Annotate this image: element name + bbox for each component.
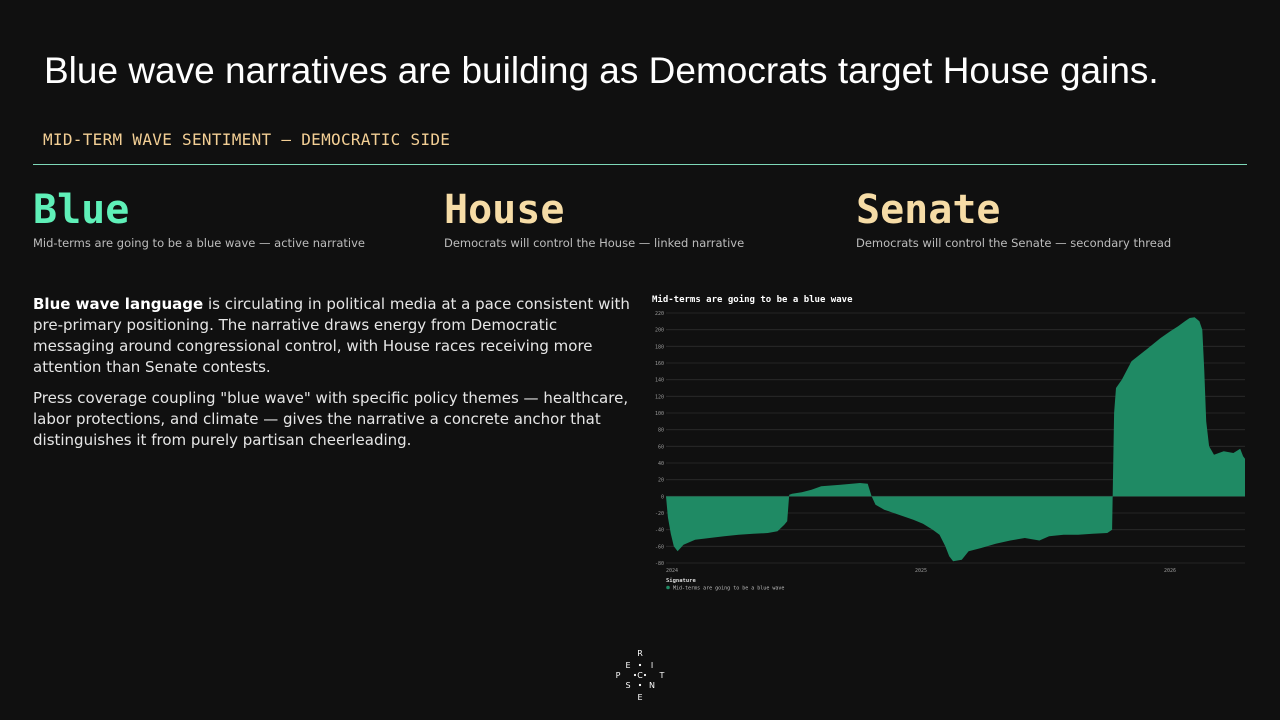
kpi-caption: Mid-terms are going to be a blue wave — active narrative (33, 236, 365, 250)
section-label: MID-TERM WAVE SENTIMENT — DEMOCRATIC SIDE (43, 130, 451, 149)
body-paragraph-1 (33, 294, 633, 378)
y-tick-label: 220 (654, 311, 664, 317)
chart-title: Mid-terms are going to be a blue wave (652, 295, 853, 305)
logo-dot (634, 674, 636, 676)
logo-dot (644, 674, 646, 676)
kpi-house (444, 188, 744, 250)
y-tick-label: 180 (654, 344, 664, 351)
logo-letter: R (637, 649, 643, 658)
kpi-word: Senate (856, 187, 1001, 233)
company-logo (612, 646, 668, 702)
kpi-senate (856, 188, 1171, 250)
logo-letter: N (649, 681, 655, 690)
y-tick-label: -60 (654, 544, 664, 551)
body-emphasis: Blue wave language (33, 295, 204, 313)
y-tick-label: 60 (657, 444, 664, 451)
series-area (666, 317, 1245, 561)
y-tick-label: 80 (657, 427, 664, 434)
y-tick-label: 140 (654, 377, 664, 384)
y-tick-label: 20 (657, 477, 664, 484)
legend-title: Signature (666, 578, 696, 584)
kpi-blue (33, 188, 365, 250)
y-tick-label: -20 (654, 511, 664, 517)
logo-dot (639, 664, 641, 666)
kpi-word: House (444, 187, 565, 233)
body-paragraph-2: Press coverage coupling "blue wave" with specific policy themes — healthcare, labor protections, and climate — gives the narrative a concrete anchor that distinguishes it from purely partisan cheerleading. (33, 389, 629, 449)
kpi-caption: Democrats will control the House — linked narrative (444, 236, 745, 250)
legend-swatch (666, 586, 670, 590)
logo-letter: T (659, 671, 665, 680)
legend-label: Mid-terms are going to be a blue wave (673, 585, 785, 592)
y-tick-label: -40 (654, 527, 664, 534)
y-tick-label: 120 (654, 394, 664, 401)
body-paragraph-1-text: is circulating in political media at a pace consistent with pre-primary positioning. The narrative draws energy from Democratic messaging around congressional control, with House races receiving more attention than Senate contests. (33, 295, 630, 376)
kpi-caption: Democrats will control the Senate — secondary thread (856, 236, 1172, 250)
logo-letter: E (637, 693, 643, 702)
kpi-word: Blue (33, 187, 130, 233)
y-tick-label: 100 (654, 411, 664, 417)
body-text (33, 294, 633, 461)
logo-letter: S (625, 681, 631, 690)
y-tick-label: 160 (654, 361, 664, 367)
logo-letter: I (650, 661, 654, 670)
logo-letter: C (637, 671, 643, 680)
x-tick-label: 2025 (914, 568, 928, 574)
logo-letter: P (615, 671, 621, 680)
y-tick-label: 200 (654, 327, 664, 334)
slide-title: Blue wave narratives are building as Democrats target House gains. (44, 50, 1159, 91)
y-tick-label: 0 (660, 494, 664, 501)
y-tick-label: -80 (654, 561, 664, 567)
sentiment-chart (648, 290, 1248, 596)
logo-letter: E (625, 661, 631, 670)
logo-dot (639, 684, 641, 686)
section-divider (33, 164, 1247, 165)
y-tick-label: 40 (657, 461, 664, 467)
x-tick-label: 2026 (1163, 568, 1176, 574)
x-tick-label: 2024 (666, 568, 679, 574)
